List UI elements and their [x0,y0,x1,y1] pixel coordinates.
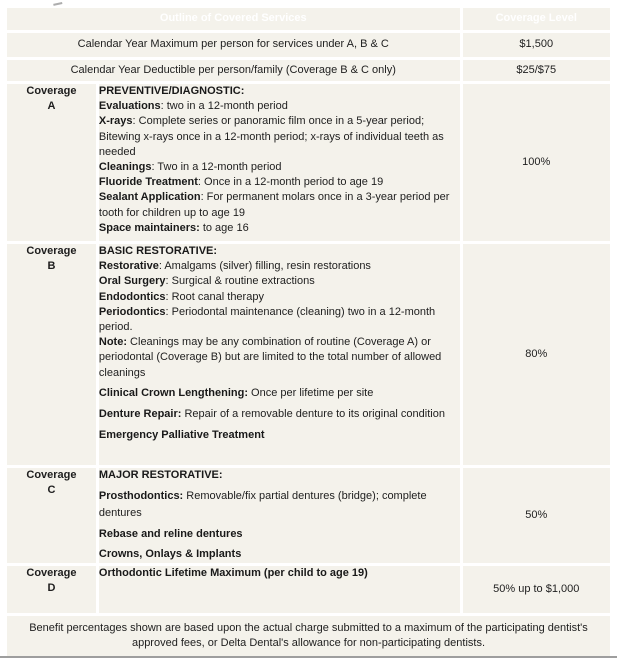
coverage-c-row [7,468,610,563]
service-item [99,244,460,259]
service-item-term: Endodontics [98,290,166,303]
service-item-term: Prosthodontics: [98,490,184,503]
service-item-text: : Two in a 12-month period [151,161,282,174]
coverage-label-letter: C [47,484,56,497]
service-item-term: Rebase and reline dentures [98,528,243,541]
table-header-row [7,8,610,30]
coverage-d-label [7,566,96,613]
service-item [99,259,460,274]
service-item-term: PREVENTIVE/DIAGNOSTIC: [98,85,245,97]
service-item-term: MAJOR RESTORATIVE: [98,469,223,481]
coverage-b-services [99,244,460,465]
coverage-label-word: Coverage [26,567,77,579]
service-item-text: : For permanent molars once in a 3-year period per tooth for children up to age 19 [98,191,450,219]
service-item-term: Space maintainers: [98,221,200,234]
service-item-text: Cleanings may be any combination of routine (Coverage A) or periodontal (Coverage B) but are limited to the total number of allowed cleanings [98,336,442,379]
service-item-text: Removable/fix partial dentures (bridge); complete dentures [98,490,427,520]
service-item-text: : two in a 12-month period [160,100,288,113]
service-item [99,114,460,160]
coverage-a-level: 100% [463,84,611,241]
coverage-label-letter: A [47,100,56,113]
service-item-term: BASIC RESTORATIVE: [98,245,218,257]
calendar-year-deductible-label: Calendar Year Deductible per person/family (Coverage B & C only) [7,60,460,81]
service-item [99,428,460,443]
covered-services-table [4,5,613,659]
service-item [99,468,460,483]
coverage-label-word: Coverage [26,245,77,257]
service-item-term: Note: [98,336,127,349]
service-item-term: Periodontics [98,305,166,318]
coverage-c-level: 50% [463,468,611,563]
coverage-label-letter: D [47,582,56,595]
service-item [99,274,460,289]
service-item [99,527,460,542]
calendar-year-maximum-row [7,33,610,57]
coverage-d-services [99,566,460,613]
coverage-d-level: 50% up to $1,000 [463,566,611,613]
calendar-year-maximum-value: $1,500 [463,33,611,57]
service-item [99,335,460,381]
service-item [99,290,460,305]
service-item-text: : Once in a 12-month period to age 19 [197,176,384,189]
coverage-d-row [7,566,610,613]
service-item [99,547,460,562]
service-item-text: : Root canal therapy [165,290,264,303]
service-item [99,160,460,175]
service-item-text: to age 16 [199,221,249,234]
service-item [99,190,460,220]
coverage-a-services [99,84,460,241]
service-item-text: : Complete series or panoramic film once in a 5-year period; Bitewing x-rays once in a 12-month period; x-rays of individual teeth as needed [98,115,444,158]
service-item [99,566,460,581]
coverage-label-letter: B [47,260,56,273]
footnote-row [7,616,610,656]
service-item [99,305,460,335]
coverage-label-word: Coverage [26,469,77,481]
coverage-c-services [99,468,460,563]
header-cell-coverage-level: Coverage Level [463,8,611,30]
coverage-label-word: Coverage [26,85,77,97]
header-cell-outline-of-covered-services: Outline of Covered Services [7,8,460,30]
service-item-text: Repair of a removable denture to its original condition [181,408,445,421]
service-item [99,84,460,99]
service-item [99,99,460,114]
coverage-b-row [7,244,610,465]
service-item-text: : Periodontal maintenance (cleaning) two in a 12-month period. [98,305,436,334]
service-item [99,221,460,236]
service-item-term: Clinical Crown Lengthening: [98,386,248,399]
bottom-rule [0,656,617,658]
service-item-term: Fluoride Treatment [98,176,198,189]
benefit-percentages-footnote: Benefit percentages shown are based upon the actual charge submitted to a maximum of the participating dentist's approved fees, or Delta Dental's allowance for non-participating dentists. [7,616,610,656]
calendar-year-deductible-value: $25/$75 [463,60,611,81]
service-item [99,488,460,522]
coverage-a-row [7,84,610,241]
service-item-term: X-rays [98,115,133,128]
service-item-term: Orthodontic Lifetime Maximum (per child to age 19) [98,567,368,579]
service-item-text: : Surgical & routine extractions [165,275,315,288]
service-item-term: Emergency Palliative Treatment [98,429,265,442]
service-item-term: Cleanings [98,161,152,174]
service-item [99,175,460,190]
service-item-term: Restorative [98,260,159,273]
service-item-term: Crowns, Onlays & Implants [98,548,242,561]
service-item-text: : Amalgams (silver) filling, resin restorations [158,260,371,273]
service-item-text: Once per lifetime per site [248,386,374,399]
coverage-b-level: 80% [463,244,611,465]
coverage-b-label [7,244,96,465]
service-item-term: Oral Surgery [98,275,166,288]
service-item [99,406,460,423]
calendar-year-maximum-label: Calendar Year Maximum per person for services under A, B & C [7,33,460,57]
service-item-term: Denture Repair: [98,408,182,421]
service-item-term: Sealant Application [98,191,201,204]
service-item [99,386,460,401]
calendar-year-deductible-row [7,60,610,81]
coverage-a-label [7,84,96,241]
coverage-c-label [7,468,96,563]
service-item-term: Evaluations [98,100,161,113]
